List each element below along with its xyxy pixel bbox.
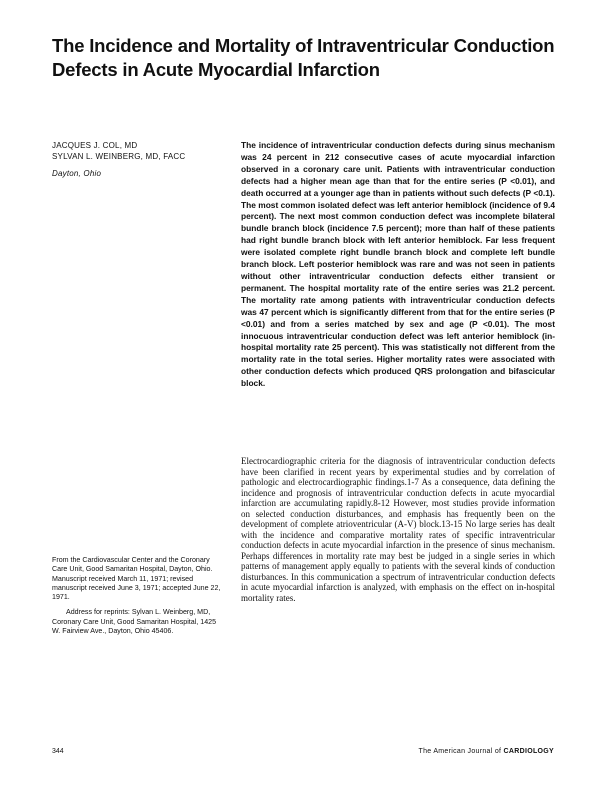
journal-prefix: The American Journal of: [418, 748, 502, 755]
abstract: The incidence of intraventricular conduction defects during sinus mechanism was 24 percent in 212 consecutive cases of acute myocardial infarction observed in a coronary care unit. Patients with intraventricular conduction defects had a higher mean age than that for the entire series (P <0.01), and death occurred at a younger age than in patients without such defects (P <0.1). The most common isolated defect was left anterior hemiblock (incidence of 9.4 percent). The next most common conduction defect was incomplete bilateral bundle branch block (incidence 7.5 percent); more than half of these patients had right bundle branch block with left anterior hemiblock. Far less frequent were isolated complete right bundle branch block and complete left bundle branch block. Left posterior hemiblock was rare and was not seen in patients without other intraventricular conduction defects either transient or permanent. The hospital mortality rate of the entire series was 21.2 percent. The mortality rate among patients with intraventricular conduction defects was 47 percent which is significantly different from that for the entire series (P <0.01) and from a series matched by sex and age (P <0.01). The most innocuous intraventricular conduction defect was left anterior hemiblock (in-hospital mortality rate 25 percent). This was statistically not different from the mortality rate in the total series. Higher mortality rates were associated with other conduction defects which produced QRS prolongation and bifascicular block.: [241, 140, 555, 389]
journal-footer: [419, 748, 554, 755]
author-location: Dayton, Ohio: [52, 169, 102, 178]
reprint-address: Address for reprints: Sylvan L. Weinberg, MD, Coronary Care Unit, Good Samaritan Hospital, 1425 W. Fairview Ave., Dayton, Ohio 45406.: [52, 608, 217, 636]
author-name: SYLVAN L. WEINBERG, MD, FACC: [52, 152, 186, 161]
article-title: The Incidence and Mortality of Intraventricular Conduction Defects in Acute Myocardial Infarction: [52, 35, 555, 80]
journal-name: CARDIOLOGY: [503, 748, 554, 755]
footnote: [52, 556, 224, 636]
body-paragraph: Electrocardiographic criteria for the diagnosis of intraventricular conduction defects have been clarified in recent years by experimental studies and by correlation of pathologic and electrocardiographic findings.1-7 As a consequence, data defining the incidence and prognosis of intraventricular conduction defects in acute myocardial infarction are accumulating rapidly.8-12 However, most studies provide information on selected conduction disturbances, and emphasis has frequently been on the development of complete atrioventricular (A-V) block.13-15 No large series has dealt with the incidence and comparative mortality rates of specific intraventricular conduction defects in acute myocardial infarction in the presence of sinus mechanism. Perhaps differences in mortality rate may best be judged in a single series in which patterns of management apply equally to patients with the several kinds of conduction disturbances. In this communication a spectrum of intraventricular conduction defects in acute myocardial infarction is analyzed, with emphasis on the effect on in-hospital mortality rates.: [241, 456, 555, 603]
author-name: JACQUES J. COL, MD: [52, 141, 138, 150]
affiliation-note: From the Cardiovascular Center and the Coronary Care Unit, Good Samaritan Hospital, Dayton, Ohio. Manuscript received March 11, 1971; revised manuscript received June 3, 1971; accepted June 22, 1971.: [52, 556, 221, 602]
author-block: [52, 140, 232, 179]
page-number: 344: [52, 748, 64, 755]
